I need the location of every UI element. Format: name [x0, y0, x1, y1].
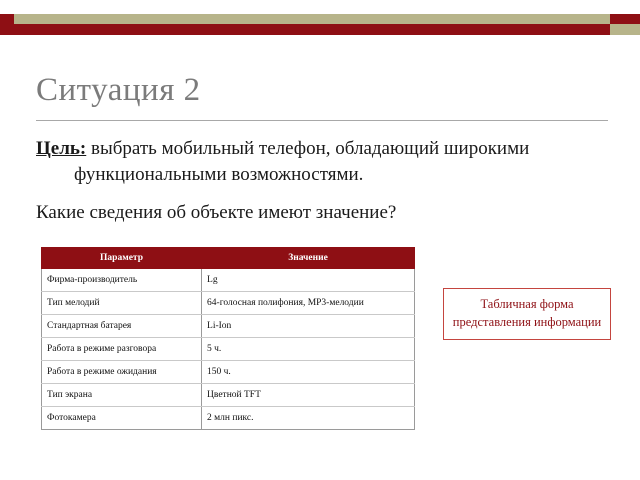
table-row	[42, 384, 415, 407]
decoration-band-olive	[0, 14, 640, 24]
table-header-row	[42, 248, 415, 269]
table-cell-value: Lg	[202, 269, 415, 292]
table-row	[42, 315, 415, 338]
decoration-square-right-top	[610, 14, 640, 24]
table-row	[42, 361, 415, 384]
goal-text: выбрать мобильный телефон, обладающий широкими функциональными возможностями.	[74, 138, 530, 185]
table-cell-value: 150 ч.	[202, 361, 415, 384]
table-cell-parameter: Тип мелодий	[42, 292, 202, 315]
decoration-square-right-bottom	[610, 24, 640, 35]
table-cell-parameter: Фирма-производитель	[42, 269, 202, 292]
goal-label: Цель:	[36, 138, 87, 159]
goal-paragraph	[36, 136, 604, 187]
title-divider	[36, 120, 608, 121]
table-cell-value: 64-голосная полифония, MP3-мелодии	[202, 292, 415, 315]
table-header-parameter: Параметр	[42, 248, 202, 269]
table-cell-parameter: Тип экрана	[42, 384, 202, 407]
callout-line-1: Табличная форма	[480, 297, 574, 311]
table-cell-value: Li-Ion	[202, 315, 415, 338]
table-cell-parameter: Работа в режиме ожидания	[42, 361, 202, 384]
table-cell-parameter: Стандартная батарея	[42, 315, 202, 338]
phone-specs-table	[41, 247, 415, 430]
decoration-square-left	[0, 14, 14, 35]
table-row	[42, 292, 415, 315]
table-row	[42, 407, 415, 430]
table-row	[42, 269, 415, 292]
table-cell-value: 2 млн пикс.	[202, 407, 415, 430]
table-row	[42, 338, 415, 361]
table-cell-parameter: Работа в режиме разговора	[42, 338, 202, 361]
table-cell-value: 5 ч.	[202, 338, 415, 361]
table-cell-value: Цветной TFT	[202, 384, 415, 407]
table-header-value: Значение	[202, 248, 415, 269]
page-title: Ситуация 2	[36, 72, 201, 108]
slide-top-decoration	[0, 0, 640, 46]
decoration-band-dark-red	[0, 24, 640, 35]
callout-box	[443, 288, 611, 340]
question-text: Какие сведения об объекте имеют значение?	[36, 202, 397, 223]
table-cell-parameter: Фотокамера	[42, 407, 202, 430]
callout-line-2: представления информации	[452, 315, 602, 330]
